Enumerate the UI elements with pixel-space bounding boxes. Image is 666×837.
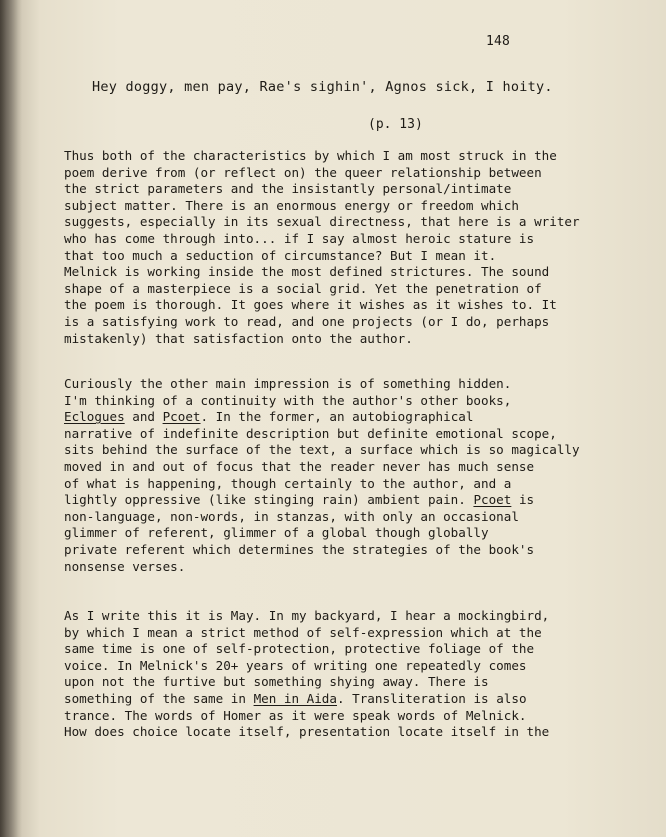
text-fragment: lightly oppressive (like stinging rain) ambient pain. — [64, 492, 474, 508]
page-number: 148 — [486, 34, 511, 49]
text-line: sits behind the surface of the text, a surface which is so magically — [64, 442, 580, 458]
text-line: upon not the furtive but something shying away. There is — [64, 674, 489, 690]
book-title-eclogues: Eclogues — [64, 409, 125, 425]
binding-shadow — [0, 0, 22, 837]
epigraph-citation: (p. 13) — [368, 117, 423, 132]
text-line: who has come through into... if I say almost heroic stature is — [64, 230, 535, 246]
text-fragment: something of the same in — [64, 690, 254, 706]
text-line: glimmer of referent, glimmer of a global though globally — [64, 525, 489, 541]
text-line: trance. The words of Homer as it were speak words of Melnick. — [64, 707, 527, 723]
text-line: of what is happening, though certainly to the author, and a — [64, 475, 512, 491]
text-line: shape of a masterpiece is a social grid. Yet the penetration of — [64, 280, 542, 296]
text-line: is a satisfying work to read, and one projects (or I do, perhaps — [64, 313, 550, 329]
text-line: I'm thinking of a continuity with the author's other books, — [64, 392, 512, 408]
paragraph-2 — [64, 376, 624, 575]
text-line: the strict parameters and the insistantly personal/intimate — [64, 181, 512, 197]
text-line — [64, 691, 624, 708]
book-title-pcoet: Pcoet — [473, 492, 512, 508]
text-line: poem derive from (or reflect on) the queer relationship between — [64, 164, 542, 180]
text-line: suggests, especially in its sexual directness, that here is a writer — [64, 214, 580, 230]
text-line: the poem is thorough. It goes where it wishes as it wishes to. It — [64, 297, 557, 313]
text-line: that too much a seduction of circumstance? But I mean it. — [64, 247, 497, 263]
text-line: non-language, non-words, in stanzas, with only an occasional — [64, 508, 519, 524]
text-line: As I write this it is May. In my backyard, I hear a mockingbird, — [64, 608, 550, 623]
text-line: Thus both of the characteristics by which I am most struck in the — [64, 148, 557, 163]
book-title-pcoet: Pcoet — [162, 409, 201, 425]
text-line: voice. In Melnick's 20+ years of writing one repeatedly comes — [64, 657, 527, 673]
text-line: subject matter. There is an enormous energy or freedom which — [64, 197, 519, 213]
text-line: by which I mean a strict method of self-expression which at the — [64, 624, 542, 640]
paragraph-1 — [64, 148, 624, 347]
epigraph-quote: Hey doggy, men pay, Rae's sighin', Agnos sick, I hoity. — [92, 79, 553, 95]
paragraph-3 — [64, 608, 624, 741]
text-line: same time is one of self-protection, protective foliage of the — [64, 641, 535, 657]
text-line: moved in and out of focus that the reader never has much sense — [64, 458, 535, 474]
text-line: How does choice locate itself, presentation locate itself in the — [64, 724, 550, 740]
text-fragment: . In the former, an autobiographical — [200, 409, 474, 425]
text-line — [64, 492, 624, 509]
text-line: narrative of indefinite description but definite emotional scope, — [64, 425, 557, 441]
text-line: nonsense verses. — [64, 558, 186, 574]
text-line: mistakenly) that satisfaction onto the author. — [64, 330, 413, 346]
text-fragment: . Transliteration is also — [336, 690, 527, 706]
text-fragment: and — [124, 409, 163, 425]
text-line: private referent which determines the strategies of the book's — [64, 541, 535, 557]
text-line — [64, 409, 624, 426]
book-title-men-in-aida: Men in Aida — [253, 690, 337, 706]
text-fragment: is — [511, 492, 535, 508]
text-line: Curiously the other main impression is of something hidden. — [64, 376, 512, 391]
text-line: Melnick is working inside the most defined strictures. The sound — [64, 264, 550, 280]
